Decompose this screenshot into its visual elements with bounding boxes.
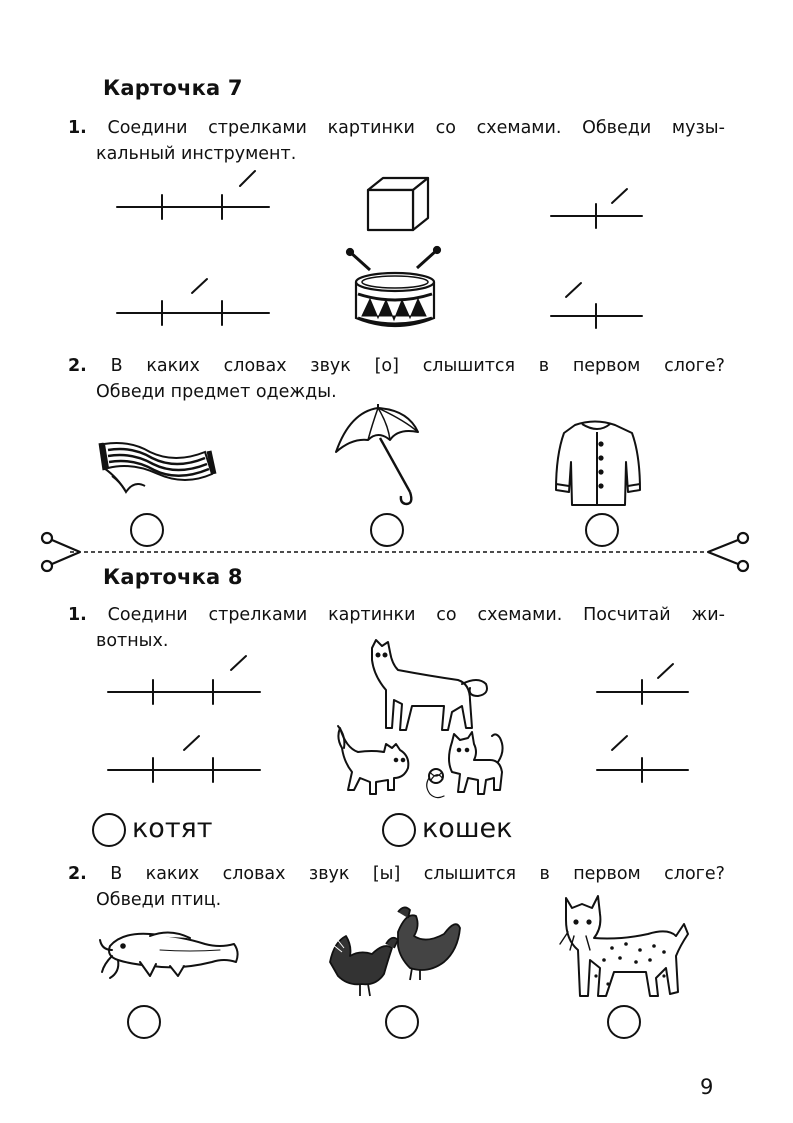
card8-task1-number: 1.: [68, 605, 87, 625]
word: стрелками: [208, 605, 308, 625]
syllable-scheme-8-top-right: [597, 664, 688, 704]
answer-circle-birds[interactable]: [385, 1005, 419, 1039]
answer-kittens-label: котят: [132, 813, 213, 844]
word: в: [539, 864, 550, 884]
card7-task2-line2: Обведи предмет одежды.: [96, 382, 337, 402]
answer-circle-kittens[interactable]: [92, 813, 126, 847]
card7-task1-line2: кальный инструмент.: [96, 144, 297, 164]
lynx-icon: [560, 896, 688, 996]
word: В: [110, 356, 123, 376]
word: стрелками: [208, 118, 307, 138]
word: в: [538, 356, 550, 376]
card8-title: Карточка 8: [103, 565, 243, 589]
card8-task1-line2: вотных.: [96, 631, 169, 651]
word: слышится: [423, 864, 517, 884]
word: первом: [573, 864, 641, 884]
card8-task2-line2: Обведи птиц.: [96, 890, 222, 910]
answer-circle-lynx[interactable]: [607, 1005, 641, 1039]
word: звук: [308, 864, 350, 884]
word: картинки: [327, 118, 415, 138]
word: словах: [223, 356, 287, 376]
word: схемами.: [476, 118, 562, 138]
card7-title: Карточка 7: [103, 76, 243, 100]
word: со: [435, 118, 456, 138]
card7-task2-number: 2.: [68, 356, 87, 376]
card8-task2-line1: [68, 862, 725, 886]
word: музы-: [671, 118, 725, 138]
word: жи-: [691, 605, 725, 625]
card8-task2-number: 2.: [68, 864, 87, 884]
syllable-scheme-8-bottom-left: [108, 736, 260, 782]
word: со: [436, 605, 457, 625]
answer-circle-catfish[interactable]: [127, 1005, 161, 1039]
answer-cats-label: кошек: [422, 813, 513, 844]
cats-icon: [338, 640, 503, 798]
word: звук: [310, 356, 351, 376]
answer-circle-cats[interactable]: [382, 813, 416, 847]
word: В: [110, 864, 123, 884]
word: [о]: [374, 356, 399, 376]
word: Посчитай: [583, 605, 671, 625]
word: каких: [146, 356, 200, 376]
word: картинки: [328, 605, 416, 625]
word: первом: [572, 356, 641, 376]
word: [ы]: [372, 864, 401, 884]
card7-task1-number: 1.: [68, 118, 87, 138]
word: словах: [222, 864, 286, 884]
word: схемами.: [477, 605, 563, 625]
page-number: 9: [700, 1075, 714, 1099]
word: Соедини: [107, 605, 188, 625]
syllable-scheme-8-top-left: [108, 656, 260, 704]
catfish-icon: [100, 932, 238, 978]
birds-icon: [330, 907, 460, 996]
word: слышится: [422, 356, 516, 376]
word: каких: [145, 864, 200, 884]
word: Обведи: [582, 118, 652, 138]
word: слоге?: [664, 864, 725, 884]
word: слоге?: [664, 356, 725, 376]
word: Соедини: [107, 118, 188, 138]
syllable-scheme-8-bottom-right: [597, 736, 688, 782]
